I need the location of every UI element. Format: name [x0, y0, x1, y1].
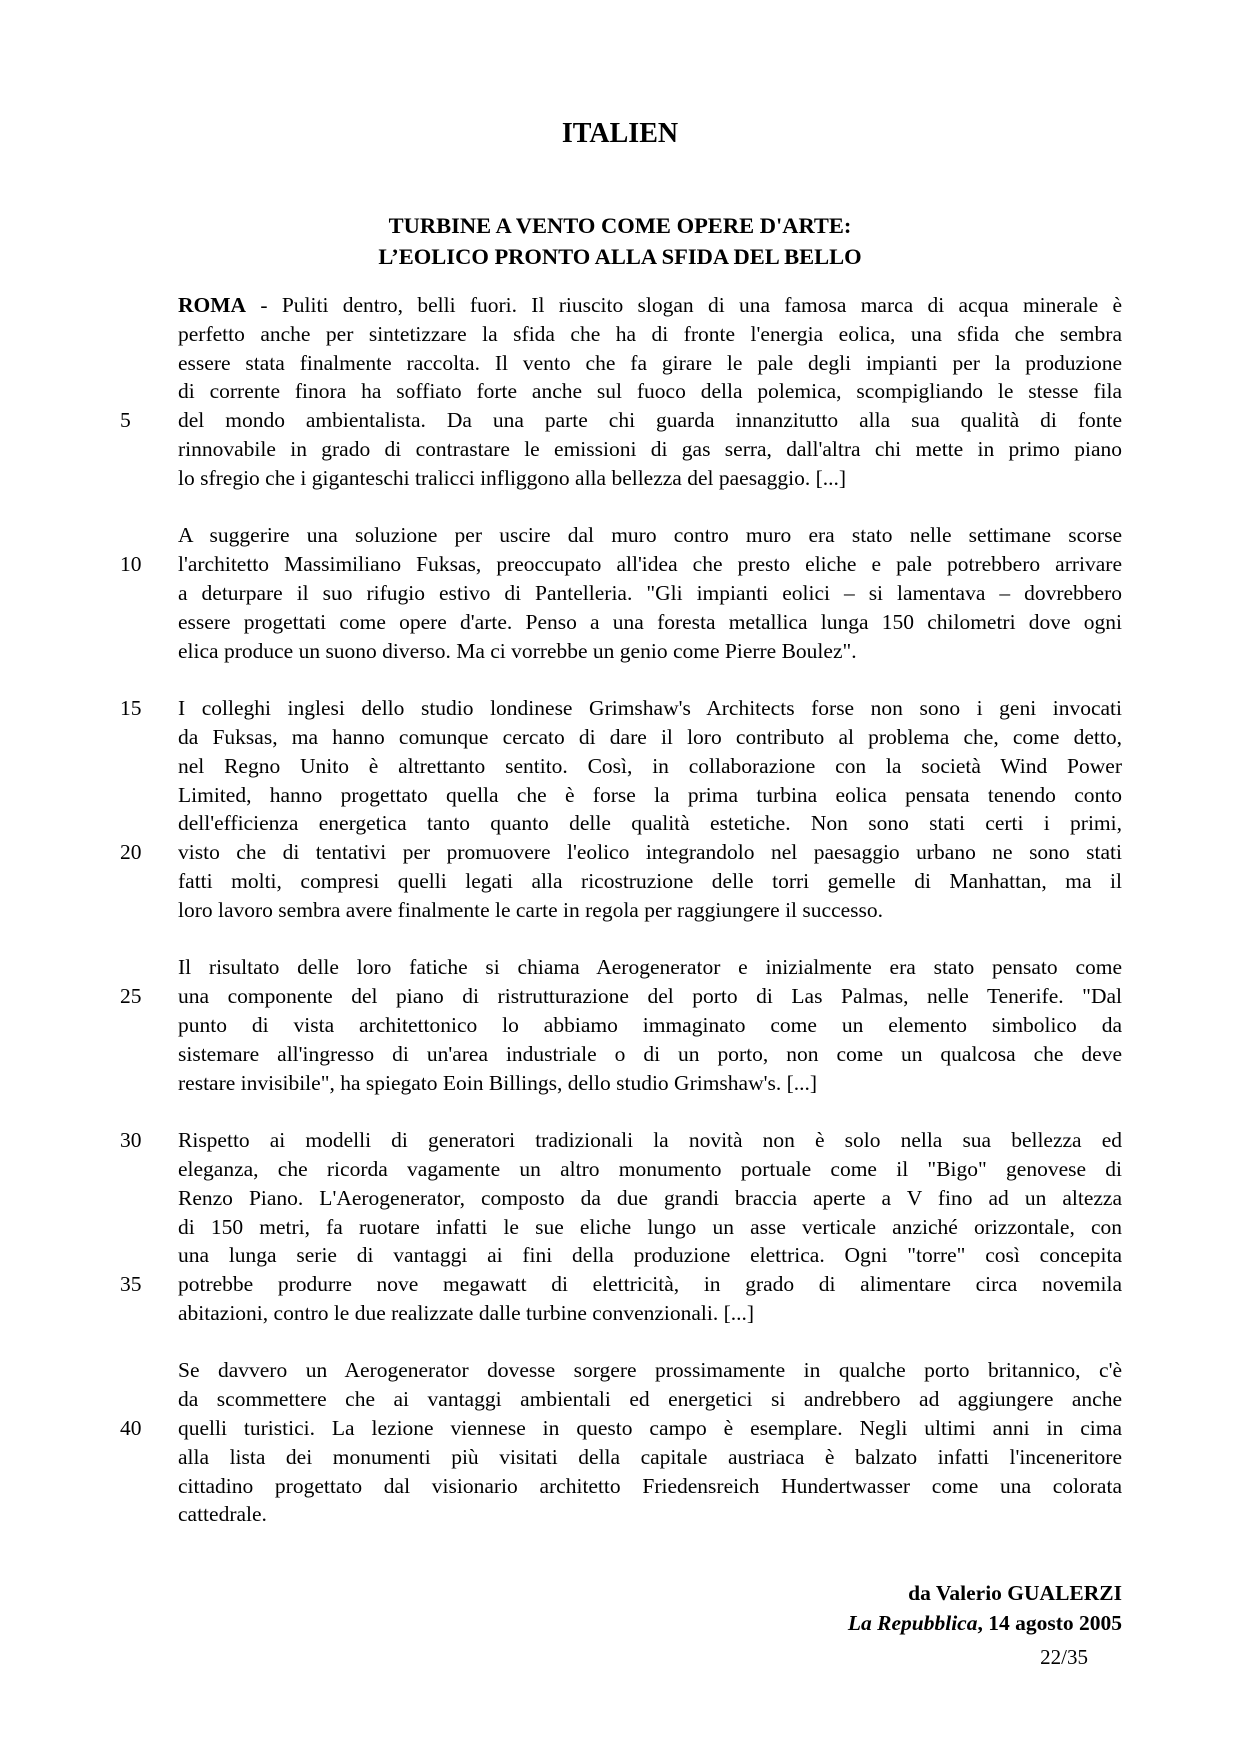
- paragraph-line: da Fuksas, ma hanno comunque cercato di dare il loro contributo al problema che, come detto,: [178, 724, 1122, 749]
- paragraph-line: restare invisibile", ha spiegato Eoin Billings, dello studio Grimshaw's. [...]: [178, 1070, 818, 1095]
- line-number-35: 35: [120, 1272, 142, 1297]
- headline-line-2: L’EOLICO PRONTO ALLA SFIDA DEL BELLO: [378, 244, 862, 269]
- paragraph-line: lo sfregio che i giganteschi tralicci infliggono alla bellezza del paesaggio. [...]: [178, 465, 847, 490]
- paragraph-line: elica produce un suono diverso. Ma ci vorrebbe un genio come Pierre Boulez".: [178, 638, 857, 663]
- line-number-5: 5: [120, 408, 131, 433]
- paragraph-line: nel Regno Unito è altrettanto sentito. Così, in collaborazione con la società Wind Power: [178, 753, 1122, 778]
- paragraph-line: A suggerire una soluzione per uscire dal muro contro muro era stato nelle settimane scorse: [178, 523, 1122, 548]
- paragraph-line: Rispetto ai modelli di generatori tradizionali la novità non è solo nella sua bellezza ed: [178, 1128, 1122, 1153]
- paragraph-line: Se davvero un Aerogenerator dovesse sorgere prossimamente in qualche porto britannico, c'è: [178, 1358, 1122, 1383]
- paragraph-line: essere stata finalmente raccolta. Il vento che fa girare le pale degli impianti per la produzione: [178, 350, 1122, 375]
- paragraph-line: cattedrale.: [178, 1502, 267, 1527]
- paragraph-line: dell'efficienza energetica tanto quanto delle qualità estetiche. Non sono stati certi i primi,: [178, 811, 1122, 836]
- paragraph-5: [120, 1126, 1122, 1328]
- article-body: [120, 291, 1122, 1558]
- line-number-20: 20: [120, 840, 142, 865]
- paragraph-line: sistemare all'ingresso di un'area industriale o di un porto, non come un qualcosa che deve: [178, 1041, 1122, 1066]
- paragraph-line: da scommettere che ai vantaggi ambientali ed energetici si andrebbero ad aggiungere anche: [178, 1387, 1122, 1412]
- paragraph-line: ROMA - Puliti dentro, belli fuori. Il riuscito slogan di una famosa marca di acqua minerale è: [178, 293, 1122, 317]
- paragraph-line: punto di vista architettonico lo abbiamo immaginato come un elemento simbolico da: [178, 1012, 1122, 1037]
- paragraph-line: una componente del piano di ristrutturazione del porto di Las Palmas, nelle Tenerife. "Dal: [178, 984, 1122, 1009]
- publication-name: La Repubblica: [847, 1611, 978, 1635]
- paragraph-line: una lunga serie di vantaggi ai fini della produzione elettrica. Ogni "torre" così concepita: [178, 1243, 1122, 1268]
- paragraph-1: [120, 291, 1122, 493]
- paragraph-line: fatti molti, compresi quelli legati alla ricostruzione delle torri gemelle di Manhattan, ma il: [178, 868, 1122, 893]
- paragraph-line: Renzo Piano. L'Aerogenerator, composto da due grandi braccia aperte a V fino ad un altezza: [178, 1185, 1122, 1210]
- paragraph-line: Limited, hanno progettato quella che è forse la prima turbina eolica pensata tenendo conto: [178, 782, 1122, 807]
- line-number-30: 30: [120, 1128, 142, 1153]
- paragraph-line: alla lista dei monumenti più visitati della capitale austriaca è balzato infatti l'inceneritore: [178, 1444, 1122, 1469]
- paragraph-line: perfetto anche per sintetizzare la sfida che ha di fronte l'energia eolica, una sfida che sembra: [178, 321, 1122, 346]
- line-number-10: 10: [120, 552, 142, 577]
- line-number-40: 40: [120, 1416, 142, 1441]
- paragraph-line: eleganza, che ricorda vagamente un altro monumento portuale come il "Bigo" genovese di: [178, 1156, 1122, 1181]
- publication-date: , 14 agosto 2005: [977, 1611, 1122, 1635]
- paragraph-3: [120, 694, 1122, 924]
- paragraph-line: del mondo ambientalista. Da una parte chi guarda innanzitutto alla sua qualità di fonte: [178, 408, 1122, 433]
- paragraph-6: [120, 1356, 1122, 1529]
- article-headline: [0, 210, 1240, 272]
- paragraph-line: l'architetto Massimiliano Fuksas, preoccupato all'idea che presto eliche e pale potrebbero arrivare: [178, 552, 1122, 577]
- page-title: ITALIEN: [561, 118, 679, 149]
- paragraph-4: [120, 953, 1122, 1097]
- paragraph-line: di corrente finora ha soffiato forte anche sul fuoco della polemica, scompigliando le stesse fila: [178, 379, 1122, 404]
- paragraph-line: rinnovabile in grado di contrastare le emissioni di gas serra, dall'altra chi mette in primo piano: [178, 436, 1122, 461]
- paragraph-line: visto che di tentativi per promuovere l'eolico integrandolo nel paesaggio urbano ne sono stati: [178, 840, 1122, 865]
- line-number-15: 15: [120, 696, 142, 721]
- paragraph-line: I colleghi inglesi dello studio londinese Grimshaw's Architects forse non sono i geni invocati: [178, 696, 1122, 721]
- publication-credit: [848, 1608, 1122, 1638]
- page-number: 22/35: [1040, 1645, 1088, 1669]
- paragraph-line: loro lavoro sembra avere finalmente le carte in regola per raggiungere il successo.: [178, 897, 884, 922]
- paragraph-line: di 150 metri, fa ruotare infatti le sue eliche lungo un asse verticale anziché orizzontale, con: [178, 1214, 1122, 1239]
- paragraph-line: cittadino progettato dal visionario architetto Friedensreich Hundertwasser come una colorata: [178, 1473, 1122, 1498]
- headline-line-1: TURBINE A VENTO COME OPERE D'ARTE:: [388, 213, 852, 238]
- paragraph-line: abitazioni, contro le due realizzate dalle turbine convenzionali. [...]: [178, 1300, 755, 1325]
- paragraph-line: essere progettati come opere d'arte. Penso a una foresta metallica lunga 150 chilometri dove ogni: [178, 609, 1122, 634]
- paragraph-line: Il risultato delle loro fatiche si chiama Aerogenerator e inizialmente era stato pensato come: [178, 955, 1122, 980]
- author-credit: da Valerio GUALERZI: [908, 1581, 1122, 1605]
- dateline: ROMA: [178, 293, 247, 317]
- paragraph-line: potrebbe produrre nove megawatt di elettricità, in grado di alimentare circa novemila: [178, 1272, 1122, 1297]
- article-signature: [848, 1578, 1122, 1638]
- paragraph-line: a deturpare il suo rifugio estivo di Pantelleria. "Gli impianti eolici – si lamentava – dovrebbero: [178, 580, 1122, 605]
- paragraph-2: [120, 521, 1122, 665]
- line-number-25: 25: [120, 984, 142, 1009]
- paragraph-line: quelli turistici. La lezione viennese in questo campo è esemplare. Negli ultimi anni in cima: [178, 1416, 1122, 1441]
